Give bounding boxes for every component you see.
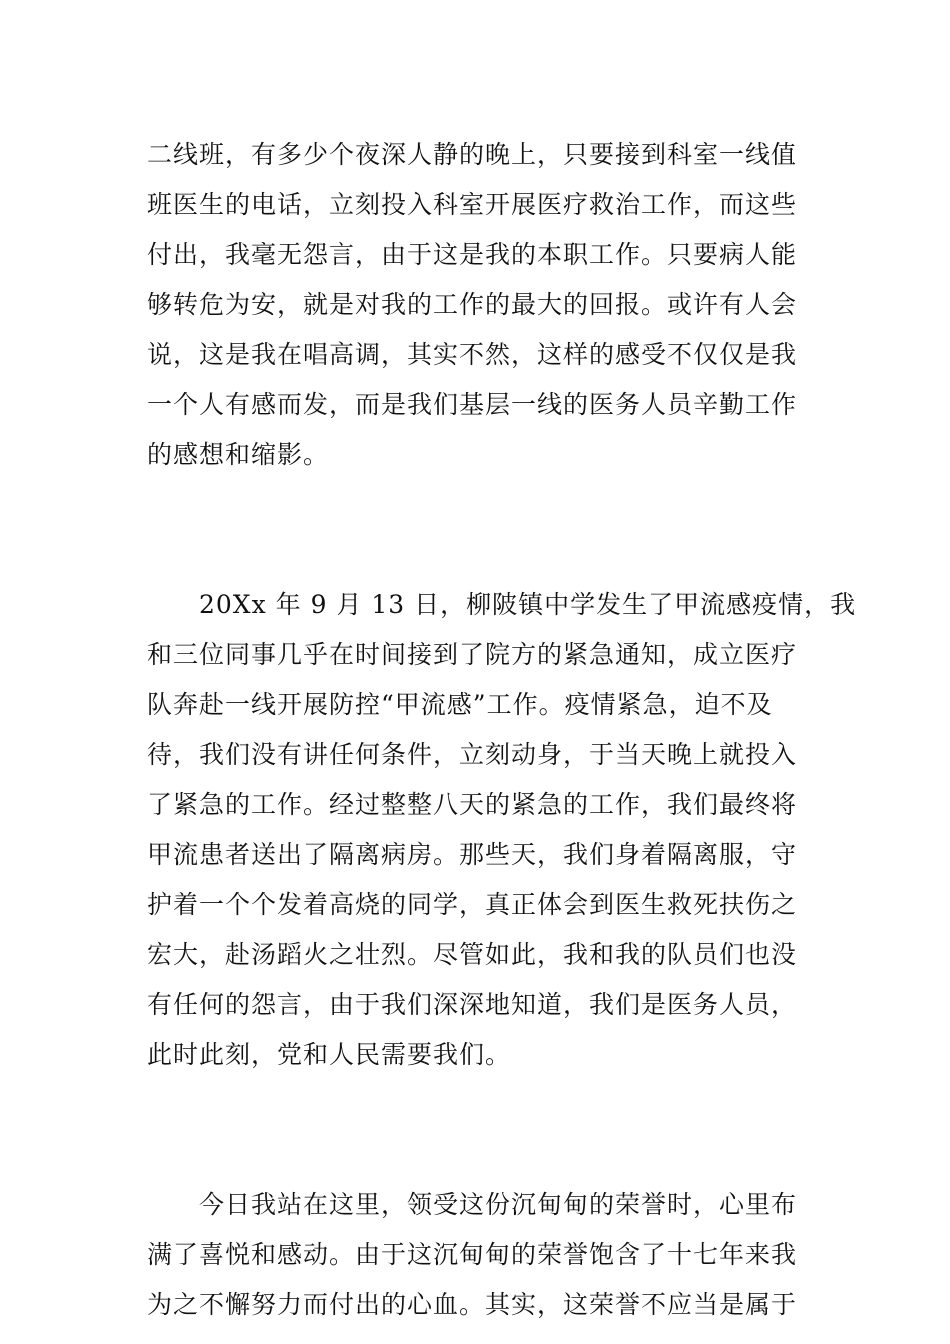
text-line: 二线班，有多少个夜深人静的晚上，只要接到科室一线值	[147, 140, 798, 169]
text-line: 满了喜悦和感动。由于这沉甸甸的荣誉饱含了十七年来我	[147, 1240, 798, 1269]
text-line: 待，我们没有讲任何条件，立刻动身，于当天晚上就投入	[147, 740, 798, 769]
paragraph-2	[147, 580, 857, 1080]
text-line: 队奔赴一线开展防控“甲流感”工作。疫情紧急，迫不及	[147, 690, 773, 719]
text-line: 的感想和缩影。	[147, 440, 330, 469]
document-body	[147, 130, 857, 1330]
text-line: 班医生的电话，立刻投入科室开展医疗救治工作，而这些	[147, 190, 798, 219]
paragraph-3	[147, 1180, 807, 1330]
text-line: 此时此刻，党和人民需要我们。	[147, 1040, 512, 1069]
text-line: 够转危为安，就是对我的工作的最大的回报。或许有人会	[147, 290, 798, 319]
text-line: 说，这是我在唱高调，其实不然，这样的感受不仅仅是我	[147, 340, 798, 369]
text-line: 了紧急的工作。经过整整八天的紧急的工作，我们最终将	[147, 790, 798, 819]
text-line: 有任何的怨言，由于我们深深地知道，我们是医务人员，	[147, 990, 798, 1019]
text-line: 宏大，赴汤蹈火之壮烈。尽管如此，我和我的队员们也没	[147, 940, 798, 969]
text-line: 付出，我毫无怨言，由于这是我的本职工作。只要病人能	[147, 240, 798, 269]
text-line: 护着一个个发着高烧的同学，真正体会到医生救死扶伤之	[147, 890, 798, 919]
text-line: 今日我站在这里，领受这份沉甸甸的荣誉时，心里布	[199, 1190, 798, 1219]
text-line: 甲流患者送出了隔离病房。那些天，我们身着隔离服，守	[147, 840, 798, 869]
paragraph-gap	[147, 1080, 807, 1180]
text-line: 20Xx 年 9 月 13 日，柳陂镇中学发生了甲流感疫情，我	[199, 590, 857, 619]
text-line: 为之不懈努力而付出的心血。其实，这荣誉不应当是属于	[147, 1290, 798, 1319]
paragraph-1	[147, 130, 807, 480]
paragraph-gap	[147, 480, 807, 580]
text-line: 和三位同事几乎在时间接到了院方的紧急通知，成立医疗	[147, 640, 798, 669]
text-line: 一个人有感而发，而是我们基层一线的医务人员辛勤工作	[147, 390, 798, 419]
